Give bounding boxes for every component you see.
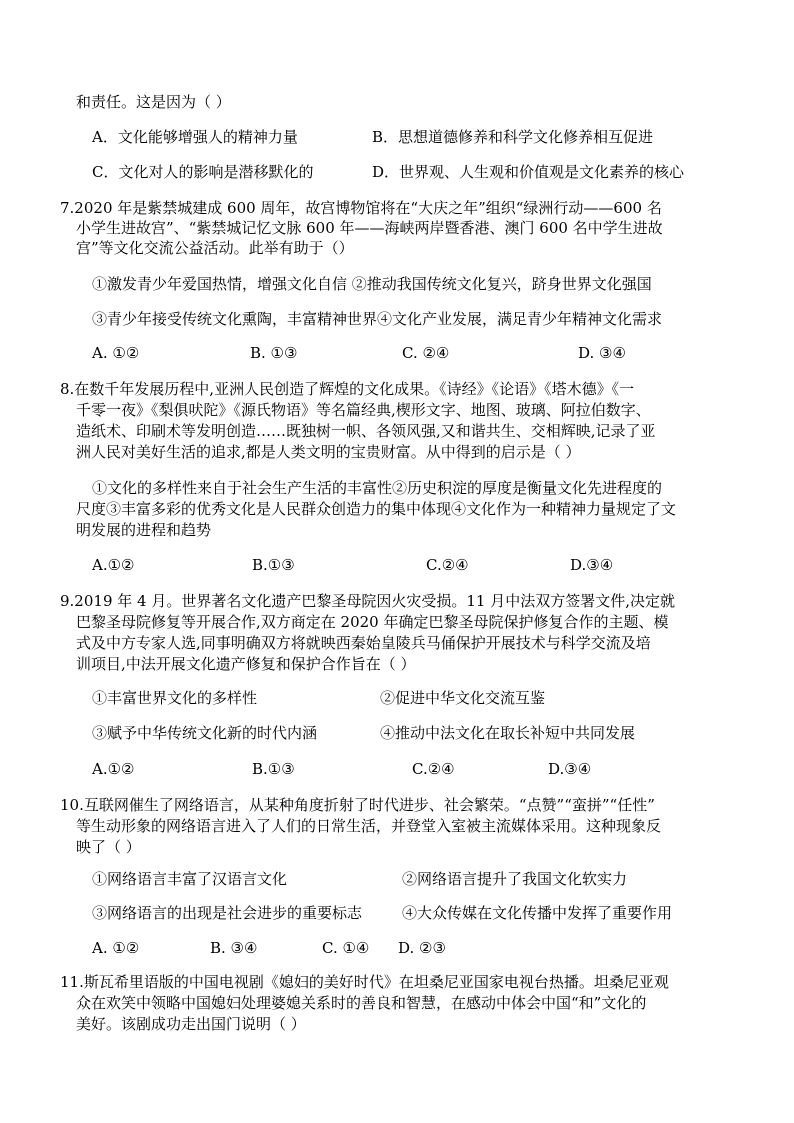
q8-statement-1: ①文化的多样性来自于社会生产生活的丰富性②历史积淀的厚度是衡量文化先进程度的 bbox=[92, 479, 663, 497]
q9-line-3: 式及中方专家人选,同事明确双方将就映西秦始皇陵兵马俑保护开展技术与科学交流及培 bbox=[76, 634, 651, 652]
q10-statement-2: ②网络语言提升了我国文化软实力 bbox=[402, 870, 628, 888]
q7-option-b[interactable]: B. ①③ bbox=[250, 344, 298, 362]
q10-statement-3: ③网络语言的出现是社会进步的重要标志 bbox=[92, 904, 363, 922]
q10-statement-1: ①网络语言丰富了汉语言文化 bbox=[92, 870, 288, 888]
q8-option-b[interactable]: B.①③ bbox=[252, 556, 295, 574]
q9-line-2: 巴黎圣母院修复等开展合作,双方商定在 2020 年确定巴黎圣母院保护修复合作的主题、模 bbox=[76, 613, 669, 631]
q10-option-b[interactable]: B. ③④ bbox=[210, 939, 258, 957]
q9-statement-1: ①丰富世界文化的多样性 bbox=[92, 689, 258, 707]
q8-option-d[interactable]: D.③④ bbox=[570, 556, 614, 574]
q8-line-1: 8.在数千年发展历程中,亚洲人民创造了辉煌的文化成果。《诗经》《论语》《塔木德》《一 bbox=[60, 380, 635, 398]
q8-option-a[interactable]: A.①② bbox=[92, 556, 135, 574]
q9-statement-2: ②促进中华文化交流互鉴 bbox=[380, 689, 546, 707]
q10-line-3: 映了（ ） bbox=[76, 838, 141, 856]
q8-statement-2: 尺度③丰富多彩的优秀文化是人民群众创造力的集中体现④文化作为一种精神力量规定了文 bbox=[76, 500, 677, 518]
q6-option-a[interactable]: A．文化能够增强人的精神力量 bbox=[92, 128, 298, 146]
q6-option-b[interactable]: B．思想道德修养和科学文化修养相互促进 bbox=[372, 128, 654, 146]
q8-line-3: 造纸术、印刷术等发明创造……既独树一帜、各领风强,又和谐共生、交相辉映,记录了亚 bbox=[76, 422, 656, 440]
q7-statement-2: ③青少年接受传统文化熏陶，丰富精神世界④文化产业发展，满足青少年精神文化需求 bbox=[92, 310, 663, 328]
q9-option-b[interactable]: B.①③ bbox=[252, 760, 295, 778]
q10-option-d[interactable]: D. ②③ bbox=[398, 939, 446, 957]
q6-stem-tail: 和责任。这是因为（ ） bbox=[76, 93, 231, 111]
q7-option-c[interactable]: C. ②④ bbox=[402, 344, 450, 362]
q10-line-1: 10.互联网催生了网络语言，从某种角度折射了时代进步、社会繁荣。“点赞”“蛮拼”“任性” bbox=[60, 796, 655, 814]
q8-statement-3: 明发展的进程和趋势 bbox=[76, 521, 212, 539]
q9-statement-3: ③赋予中华传统文化新的时代内涵 bbox=[92, 724, 318, 742]
q11-line-1: 11.斯瓦希里语版的中国电视剧《媳妇的美好时代》在坦桑尼亚国家电视台热播。坦桑尼亚观 bbox=[60, 973, 669, 991]
q7-line-1: 7.2020 年是紫禁城建成 600 周年，故宫博物馆将在“大庆之年”组织“绿洲行动——600 名 bbox=[60, 199, 662, 217]
q9-line-4: 训项目,中法开展文化遗产修复和保护合作旨在（ ） bbox=[76, 655, 416, 673]
q10-option-c[interactable]: C. ①④ bbox=[322, 939, 370, 957]
q9-option-a[interactable]: A.①② bbox=[92, 760, 135, 778]
q9-line-1: 9.2019 年 4 月。世界著名文化遗产巴黎圣母院因火灾受损。11 月中法双方签署文件,决定就 bbox=[60, 592, 675, 610]
q9-option-c[interactable]: C.②④ bbox=[412, 760, 455, 778]
q8-line-2: 千零一夜》《梨俱吠陀》《源氏物语》等名篇经典,楔形文字、地图、玻璃、阿拉伯数字、 bbox=[76, 401, 651, 419]
q9-option-d[interactable]: D.③④ bbox=[548, 760, 592, 778]
q7-line-2: 小学生进故宫”、“紫禁城记忆文脉 600 年——海峡两岸暨香港、澳门 600 名中学生进故 bbox=[76, 219, 663, 237]
q10-line-2: 等生动形象的网络语言进入了人们的日常生活，并登堂入室被主流媒体采用。这种现象反 bbox=[76, 817, 662, 835]
q7-statement-1: ①激发青少年爱国热情，增强文化自信 ②推动我国传统文化复兴，跻身世界文化强国 bbox=[92, 275, 652, 293]
q10-statement-4: ④大众传媒在文化传播中发挥了重要作用 bbox=[402, 904, 673, 922]
q6-option-d[interactable]: D．世界观、人生观和价值观是文化素养的核心 bbox=[372, 163, 685, 181]
q7-option-d[interactable]: D. ③④ bbox=[578, 344, 626, 362]
q7-option-a[interactable]: A. ①② bbox=[92, 344, 140, 362]
q9-statement-4: ④推动中法文化在取长补短中共同发展 bbox=[380, 724, 636, 742]
q8-line-4: 洲人民对美好生活的追求,都是人类文明的宝贵财富。从中得到的启示是（ ） bbox=[76, 443, 581, 461]
q11-line-3: 美好。该剧成功走出国门说明（ ） bbox=[76, 1015, 306, 1033]
q7-line-3: 宫”等文化交流公益活动。此举有助于（） bbox=[76, 239, 354, 257]
q6-option-c[interactable]: C．文化对人的影响是潜移默化的 bbox=[92, 163, 314, 181]
q10-option-a[interactable]: A. ①② bbox=[92, 939, 140, 957]
q11-line-2: 众在欢笑中领略中国媳妇处理婆媳关系时的善良和智慧，在感动中体会中国“和”文化的 bbox=[76, 994, 647, 1012]
q8-option-c[interactable]: C.②④ bbox=[426, 556, 469, 574]
